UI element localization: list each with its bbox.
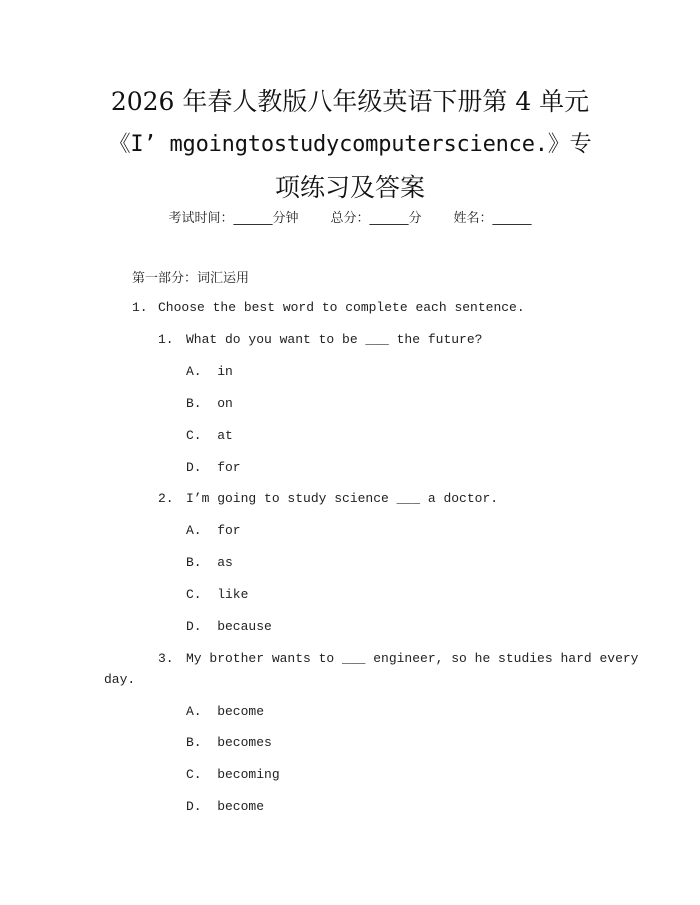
option-d: D. for	[186, 460, 241, 475]
option-b: B. on	[186, 396, 233, 411]
title-line-3: 项练习及答案	[274, 173, 425, 202]
option-c: C. at	[186, 428, 233, 443]
option-b: B. as	[186, 555, 233, 570]
option-c: C. like	[186, 587, 249, 602]
exam-time: 考试时间：______分钟	[168, 211, 299, 226]
subquestion-number: 1.	[158, 332, 174, 347]
section-heading: 第一部分：词汇运用	[132, 271, 250, 286]
option-b: B. becomes	[186, 735, 272, 750]
student-name: 姓名：______	[453, 211, 532, 226]
title-line-1: 2026 年春人教版八年级英语下册第 4 单元	[110, 87, 590, 116]
subquestion-text: My brother wants to ___ engineer, so he studies hard every	[186, 651, 639, 666]
subquestion-text: I’m going to study science ___ a doctor.	[186, 491, 499, 506]
option-a: A. for	[186, 523, 241, 538]
option-a: A. become	[186, 704, 265, 719]
option-d: D. become	[186, 799, 265, 814]
exam-score: 总分：______分	[330, 211, 422, 226]
option-a: A. in	[186, 364, 233, 379]
exam-meta	[0, 207, 700, 226]
question-number: 1.	[132, 300, 148, 315]
option-d: D. because	[186, 619, 272, 634]
document-title	[60, 80, 640, 209]
subquestion-number: 3.	[158, 651, 174, 666]
subquestion-text-continued: day.	[104, 672, 136, 687]
option-c: C. becoming	[186, 767, 280, 782]
subquestion-text: What do you want to be ___ the future?	[186, 332, 483, 347]
question-text: Choose the best word to complete each sentence.	[158, 300, 525, 315]
subquestion-number: 2.	[158, 491, 174, 506]
title-line-2: 《I’ mgoingtostudycomputerscience.》专	[108, 132, 592, 157]
